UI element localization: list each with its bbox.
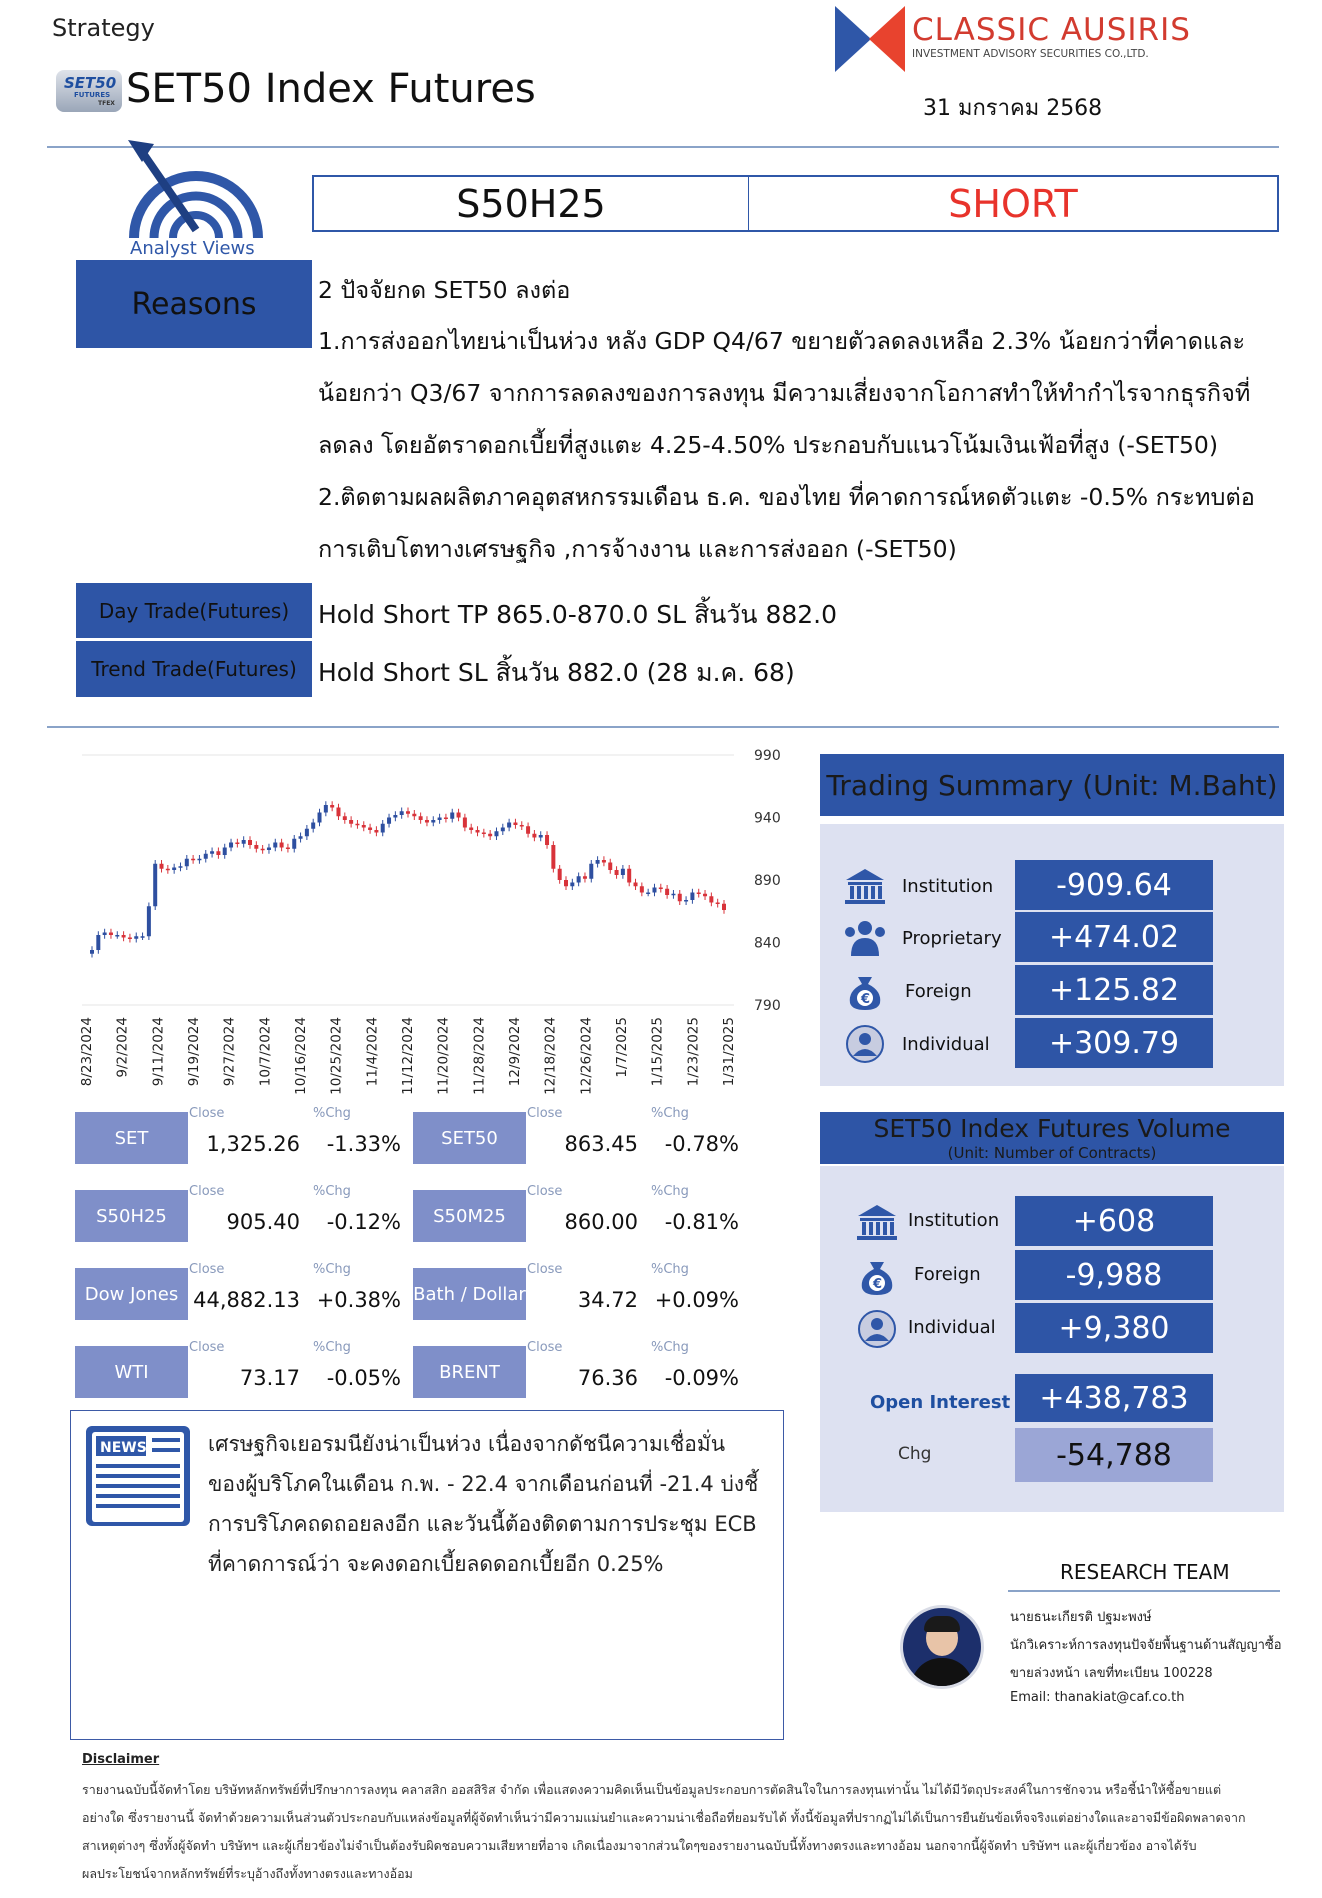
- quote-name: SET: [75, 1112, 188, 1164]
- reasons-label: Reasons: [76, 260, 312, 348]
- x-tick-label: 10/7/2024: [257, 1017, 274, 1087]
- day-trade-label: Day Trade(Futures): [76, 583, 312, 638]
- candle-body: [450, 813, 454, 819]
- candle-body: [431, 820, 435, 823]
- candle-body: [355, 824, 359, 826]
- candle-body: [242, 840, 246, 844]
- group-icon: [842, 918, 888, 958]
- quote-chg-value: -0.12%: [326, 1210, 401, 1234]
- logo-badge-set50: SET50: [64, 74, 117, 92]
- quote-close-value: 1,325.26: [206, 1132, 300, 1156]
- candle-body: [545, 835, 549, 845]
- quote-chg-value: -0.09%: [664, 1366, 739, 1390]
- candle-body: [280, 843, 284, 848]
- x-tick-label: 9/19/2024: [186, 1017, 202, 1087]
- quote-name: Dow Jones: [75, 1268, 188, 1320]
- quote-close-value: 860.00: [564, 1210, 638, 1234]
- report-date: 31 มกราคม 2568: [923, 96, 1103, 121]
- volume-label: Individual: [908, 1317, 996, 1338]
- candle-body: [621, 869, 625, 875]
- candle-body: [425, 820, 429, 823]
- analyst-name: นายธนะเกียรติ ปฐมะพงษ์: [1010, 1610, 1152, 1625]
- candle-body: [703, 894, 707, 897]
- volume-title: SET50 Index Futures Volume: [873, 1114, 1231, 1143]
- candle-body: [134, 936, 138, 939]
- trend-trade-label: Trend Trade(Futures): [76, 641, 312, 697]
- candle-body: [539, 835, 543, 838]
- quote-name: S50H25: [75, 1190, 188, 1242]
- group-icon-wrapper: [842, 918, 888, 962]
- volume-subtitle: (Unit: Number of Contracts): [947, 1144, 1157, 1162]
- person-icon: [842, 1024, 888, 1064]
- analyst-email: Email: thanakiat@caf.co.th: [1010, 1690, 1185, 1705]
- quote-chg-label: %Chg: [313, 1340, 351, 1355]
- candle-body: [684, 900, 688, 902]
- quote-close-label: Close: [527, 1184, 563, 1199]
- candle-body: [570, 883, 574, 887]
- candle-body: [305, 829, 309, 837]
- candle-body: [602, 860, 606, 863]
- quote-close-label: Close: [189, 1262, 225, 1277]
- disclaimer-line: ผลประโยชน์จากหลักทรัพย์ที่ระบุอ้างถึงทั้งทางตรงและทางอ้อม: [82, 1866, 413, 1881]
- candle-body: [191, 859, 195, 861]
- candle-body: [615, 870, 619, 875]
- svg-text:€: €: [873, 1277, 883, 1292]
- candle-body: [469, 828, 473, 831]
- candle-body: [204, 854, 208, 859]
- x-tick-label: 10/25/2024: [328, 1017, 345, 1095]
- candle-body: [343, 816, 347, 820]
- news-line: ที่คาดการณ์ว่า จะคงดอกเบี้ยลดดอกเบี้ยอีก 0.25%: [208, 1552, 664, 1576]
- volume-label: Foreign: [914, 1264, 981, 1285]
- y-tick-label: 890: [754, 873, 781, 889]
- candle-body: [596, 860, 600, 864]
- candle-body: [103, 933, 107, 936]
- candle-body: [444, 818, 448, 820]
- analyst-role: นักวิเคราะห์การลงทุนปัจจัยพื้นฐานด้านสัญญาซื้อ: [1010, 1638, 1282, 1653]
- svg-text:€: €: [861, 992, 871, 1007]
- candle-body: [229, 843, 233, 848]
- candle-body: [393, 815, 397, 818]
- candle-body: [665, 889, 669, 895]
- candle-body: [412, 814, 416, 817]
- x-tick-label: 10/16/2024: [293, 1017, 309, 1095]
- open-interest-label: Open Interest: [870, 1392, 1011, 1413]
- trading-summary-label: Institution: [902, 876, 994, 897]
- candle-body: [532, 834, 536, 838]
- x-tick-label: 8/23/2024: [79, 1017, 95, 1087]
- x-tick-label: 12/18/2024: [542, 1017, 559, 1095]
- candle-body: [235, 843, 239, 845]
- analyst-views-label: Analyst Views: [130, 238, 255, 259]
- chg-value: -54,788: [1015, 1428, 1213, 1482]
- news-line: การบริโภคถดถอยลงอีก และวันนี้ต้องติดตามการประชุม ECB: [208, 1512, 757, 1536]
- quote-close-label: Close: [189, 1106, 225, 1121]
- quote-close-value: 76.36: [577, 1366, 638, 1390]
- candle-body: [494, 831, 498, 836]
- money-bag-icon-wrapper: [842, 971, 888, 1015]
- reason-heading: 2 ปัจจัยกด SET50 ลงต่อ: [318, 276, 571, 304]
- quote-chg-value: +0.09%: [654, 1288, 739, 1312]
- quote-chg-label: %Chg: [651, 1340, 689, 1355]
- volume-label: Institution: [908, 1210, 1000, 1231]
- candle-body: [507, 823, 511, 828]
- quote-chg-value: -0.81%: [664, 1210, 739, 1234]
- candle-body: [381, 824, 385, 833]
- trading-summary-label: Foreign: [905, 981, 972, 1002]
- quote-close-value: 905.40: [226, 1210, 300, 1234]
- candle-body: [564, 880, 568, 886]
- research-team-title: RESEARCH TEAM: [1060, 1560, 1230, 1584]
- trading-summary-title: Trading Summary (Unit: M.Baht): [820, 754, 1284, 816]
- candle-body: [216, 851, 220, 855]
- candle-body: [577, 876, 581, 882]
- y-tick-label: 790: [754, 998, 781, 1014]
- quote-name: SET50: [413, 1112, 526, 1164]
- quote-close-label: Close: [189, 1340, 225, 1355]
- set50-candlestick-chart: [70, 735, 790, 1105]
- candle-body: [160, 864, 164, 869]
- candle-body: [248, 840, 252, 845]
- candle-body: [318, 813, 322, 823]
- candle-body: [178, 866, 182, 868]
- candle-body: [368, 828, 372, 831]
- news-badge: NEWS: [100, 1440, 147, 1456]
- candle-body: [589, 864, 593, 879]
- x-tick-label: 11/28/2024: [471, 1017, 488, 1095]
- trading-summary-value: +474.02: [1015, 912, 1213, 962]
- trading-summary-value: +125.82: [1015, 965, 1213, 1015]
- trading-summary-label: Individual: [902, 1034, 990, 1055]
- candle-body: [520, 825, 524, 827]
- quote-close-value: 34.72: [577, 1288, 638, 1312]
- reason-line: น้อยกว่า Q3/67 จากการลดลงของการลงทุน มีความเสี่ยงจากโอกาสทำให้ทำกำไรจากธุรกิจที่: [318, 379, 1251, 407]
- candle-body: [457, 813, 461, 818]
- x-tick-label: 1/7/2025: [614, 1017, 630, 1078]
- page-title: SET50 Index Futures: [126, 66, 536, 112]
- x-tick-label: 9/2/2024: [114, 1017, 131, 1078]
- x-tick-label: 9/11/2024: [150, 1017, 167, 1087]
- section-divider: [47, 726, 1279, 728]
- quote-chg-value: +0.38%: [316, 1288, 401, 1312]
- candle-body: [406, 811, 410, 814]
- day-trade-value: Hold Short TP 865.0-870.0 SL สิ้นวัน 882.0: [318, 600, 838, 629]
- news-line: เศรษฐกิจเยอรมนียังน่าเป็นห่วง เนื่องจากดัชนีความเชื่อมั่น: [208, 1432, 726, 1456]
- candle-body: [153, 864, 157, 907]
- x-tick-label: 11/20/2024: [435, 1017, 452, 1095]
- quote-close-label: Close: [527, 1262, 563, 1277]
- candle-body: [387, 818, 391, 824]
- quote-chg-value: -1.33%: [326, 1132, 401, 1156]
- candle-body: [362, 825, 366, 828]
- volume-value: +9,380: [1015, 1303, 1213, 1353]
- candle-body: [96, 935, 100, 950]
- candle-body: [109, 933, 113, 936]
- candle-body: [709, 896, 713, 902]
- money-bag-icon: [854, 1256, 900, 1296]
- quote-chg-label: %Chg: [651, 1184, 689, 1199]
- candle-body: [690, 893, 694, 901]
- disclaimer-title: Disclaimer: [82, 1752, 160, 1767]
- candle-body: [141, 936, 145, 938]
- quote-name: WTI: [75, 1346, 188, 1398]
- trading-summary-value: +309.79: [1015, 1018, 1213, 1068]
- candle-body: [267, 848, 271, 851]
- candle-body: [223, 848, 227, 856]
- reason-line: ลดลง โดยอัตราดอกเบี้ยที่สูงแตะ 4.25-4.50% ประกอบกับแนวโน้มเงินเฟ้อที่สูง (-SET50): [318, 431, 1219, 459]
- candle-body: [419, 816, 423, 820]
- candle-body: [583, 876, 587, 879]
- quote-chg-label: %Chg: [313, 1262, 351, 1277]
- x-tick-label: 1/23/2025: [685, 1017, 702, 1087]
- x-tick-label: 12/26/2024: [578, 1017, 595, 1095]
- candle-body: [185, 859, 189, 867]
- x-tick-label: 9/27/2024: [221, 1017, 238, 1087]
- volume-value: -9,988: [1015, 1250, 1213, 1300]
- news-line: ของผู้บริโภคในเดือน ก.พ. - 22.4 จากเดือนก่อนที่ -21.4 บ่งชี้: [208, 1472, 759, 1496]
- bank-icon: [842, 866, 888, 906]
- set50-futures-logo: [56, 70, 122, 112]
- disclaimer-line: อย่างใด ซึ่งรายงานนี้ จัดทำด้วยความเห็นส่วนตัวประกอบกับแหล่งข้อมูลที่ผู้จัดทำเห็นว่ามีความแม่นยำและความน่าเชื่อถือที่ยอมรับได้ ทั้งนี้ข้อมูลที่ปรากฏไม่ได้เป็นการยืนยันข้อเท็จจริงแต่อย่างใดและอาจมีข้อผิดพลาดจาก: [82, 1810, 1246, 1825]
- logo-badge-futures: FUTURES: [74, 91, 111, 99]
- quote-name: S50M25: [413, 1190, 526, 1242]
- candle-body: [261, 849, 265, 851]
- signal-box: [312, 175, 1279, 232]
- y-tick-label: 940: [754, 810, 781, 827]
- candle-body: [627, 869, 631, 883]
- x-tick-label: 11/4/2024: [364, 1017, 381, 1087]
- reason-line: การเติบโตทางเศรษฐกิจ ,การจ้างงาน และการส่งออก (-SET50): [318, 535, 957, 563]
- candle-body: [678, 894, 682, 902]
- disclaimer-line: สาเหตุต่างๆ ซึ่งทั้งผู้จัดทำ บริษัทฯ และผู้เกี่ยวข้องไม่จำเป็นต้องรับผิดชอบความเสียหายที่อาจ เกิดเนื่องมาจากส่วนใดๆของรายงานฉบับนี้ทั้งทางตรงและทางอ้อม นอกจากนี้ผู้จัดทำ บริษัทฯ และผู้เกี่ยวข้อง อาจได้รับ: [82, 1838, 1197, 1853]
- candle-body: [526, 826, 530, 834]
- candle-body: [172, 868, 176, 871]
- candle-body: [608, 863, 612, 871]
- x-tick-label: 1/15/2025: [649, 1017, 666, 1087]
- candle-body: [330, 805, 334, 808]
- candle-body: [640, 886, 644, 892]
- research-divider: [1008, 1590, 1280, 1592]
- quote-close-label: Close: [527, 1340, 563, 1355]
- quote-chg-label: %Chg: [313, 1106, 351, 1121]
- candle-body: [254, 845, 258, 849]
- candle-body: [210, 851, 214, 854]
- quote-close-label: Close: [527, 1106, 563, 1121]
- quote-name: Bath / Dollar: [413, 1268, 526, 1320]
- person-icon: [854, 1309, 900, 1349]
- trading-summary-label: Proprietary: [902, 928, 1002, 949]
- y-tick-label: 990: [754, 748, 781, 764]
- quote-chg-value: -0.78%: [664, 1132, 739, 1156]
- quote-chg-label: %Chg: [651, 1262, 689, 1277]
- candle-body: [311, 823, 315, 829]
- candle-body: [697, 893, 701, 895]
- candle-body: [299, 836, 303, 839]
- quote-chg-label: %Chg: [651, 1106, 689, 1121]
- dart-target-icon: [128, 140, 268, 250]
- money-bag-icon: [842, 971, 888, 1011]
- candle-body: [292, 839, 296, 849]
- quote-chg-label: %Chg: [313, 1184, 351, 1199]
- signal-position: SHORT: [948, 181, 1078, 226]
- volume-value: +608: [1015, 1196, 1213, 1246]
- analyst-license: ขายล่วงหน้า เลขที่ทะเบียน 100228: [1010, 1666, 1213, 1681]
- candle-body: [501, 828, 505, 832]
- candle-body: [438, 818, 442, 821]
- candle-body: [646, 893, 650, 895]
- signal-symbol: S50H25: [314, 177, 749, 230]
- company-subtitle: INVESTMENT ADVISORY SECURITIES CO.,LTD.: [912, 48, 1149, 60]
- bank-icon: [854, 1202, 900, 1242]
- quote-name: BRENT: [413, 1346, 526, 1398]
- company-logo-icon: [833, 4, 907, 74]
- candle-body: [166, 869, 170, 871]
- quote-close-value: 863.45: [564, 1132, 638, 1156]
- candle-body: [122, 935, 126, 938]
- candle-body: [463, 818, 467, 828]
- reason-line: 2.ติดตามผลผลิตภาคอุตสหกรรมเดือน ธ.ค. ของไทย ที่คาดการณ์หดตัวแตะ -0.5% กระทบต่อ: [318, 483, 1255, 511]
- person-icon-wrapper: [854, 1309, 900, 1353]
- trend-trade-value: Hold Short SL สิ้นวัน 882.0 (28 ม.ค. 68): [318, 658, 795, 687]
- company-name: CLASSIC AUSIRIS: [912, 12, 1191, 48]
- x-tick-label: 1/31/2025: [721, 1017, 737, 1087]
- bank-icon-wrapper: [854, 1202, 900, 1246]
- section-label: Strategy: [52, 14, 155, 42]
- candle-body: [634, 883, 638, 887]
- quote-close-label: Close: [189, 1184, 225, 1199]
- candle-body: [147, 906, 151, 936]
- candle-body: [374, 830, 378, 833]
- x-tick-label: 12/9/2024: [507, 1017, 523, 1087]
- candle-body: [128, 938, 132, 940]
- candle-body: [716, 903, 720, 905]
- person-icon-wrapper: [842, 1024, 888, 1068]
- candle-body: [476, 830, 480, 833]
- candle-body: [286, 848, 290, 850]
- disclaimer-line: รายงานฉบับนี้จัดทำโดย บริษัทหลักทรัพย์ที่ปรึกษาการลงทุน คลาสสิก ออสสิริส จำกัด เพื่อแสดงความคิดเห็นเป็นข้อมูลประกอบการตัดสินใจในการลงทุนเท่านั้น ไม่ได้มีวัตถุประสงค์ในการชักจวน หรือชี้นำให้ซื้อขายแต่: [82, 1782, 1222, 1797]
- analyst-avatar: [900, 1605, 984, 1689]
- chg-label: Chg: [898, 1444, 932, 1464]
- money-bag-icon-wrapper: [854, 1256, 900, 1300]
- candle-body: [400, 811, 404, 815]
- candle-body: [90, 950, 94, 954]
- trading-summary-value: -909.64: [1015, 860, 1213, 910]
- candle-body: [482, 833, 486, 835]
- candle-body: [722, 904, 726, 910]
- candle-body: [551, 845, 555, 869]
- candle-body: [652, 888, 656, 893]
- quote-close-value: 44,882.13: [193, 1288, 300, 1312]
- quote-close-value: 73.17: [239, 1366, 300, 1390]
- reason-line: 1.การส่งออกไทยน่าเป็นห่วง หลัง GDP Q4/67 ขยายตัวลดลงเหลือ 2.3% น้อยกว่าที่คาดและ: [318, 327, 1246, 355]
- newspaper-icon: [82, 1424, 194, 1530]
- candle-body: [324, 805, 328, 813]
- volume-header: [820, 1112, 1284, 1164]
- logo-badge-tfex: TFEX: [98, 100, 115, 107]
- candle-body: [558, 869, 562, 880]
- candle-body: [671, 894, 675, 896]
- bank-icon-wrapper: [842, 866, 888, 910]
- candle-body: [115, 935, 119, 937]
- quote-chg-value: -0.05%: [326, 1366, 401, 1390]
- open-interest-value: +438,783: [1015, 1374, 1213, 1422]
- y-tick-label: 840: [754, 935, 781, 952]
- candle-body: [197, 859, 201, 861]
- x-tick-label: 11/12/2024: [400, 1017, 416, 1095]
- candle-body: [349, 820, 353, 824]
- candle-body: [659, 888, 663, 890]
- candle-body: [488, 834, 492, 837]
- candle-body: [336, 808, 340, 817]
- candle-body: [273, 843, 277, 848]
- candle-body: [513, 823, 517, 826]
